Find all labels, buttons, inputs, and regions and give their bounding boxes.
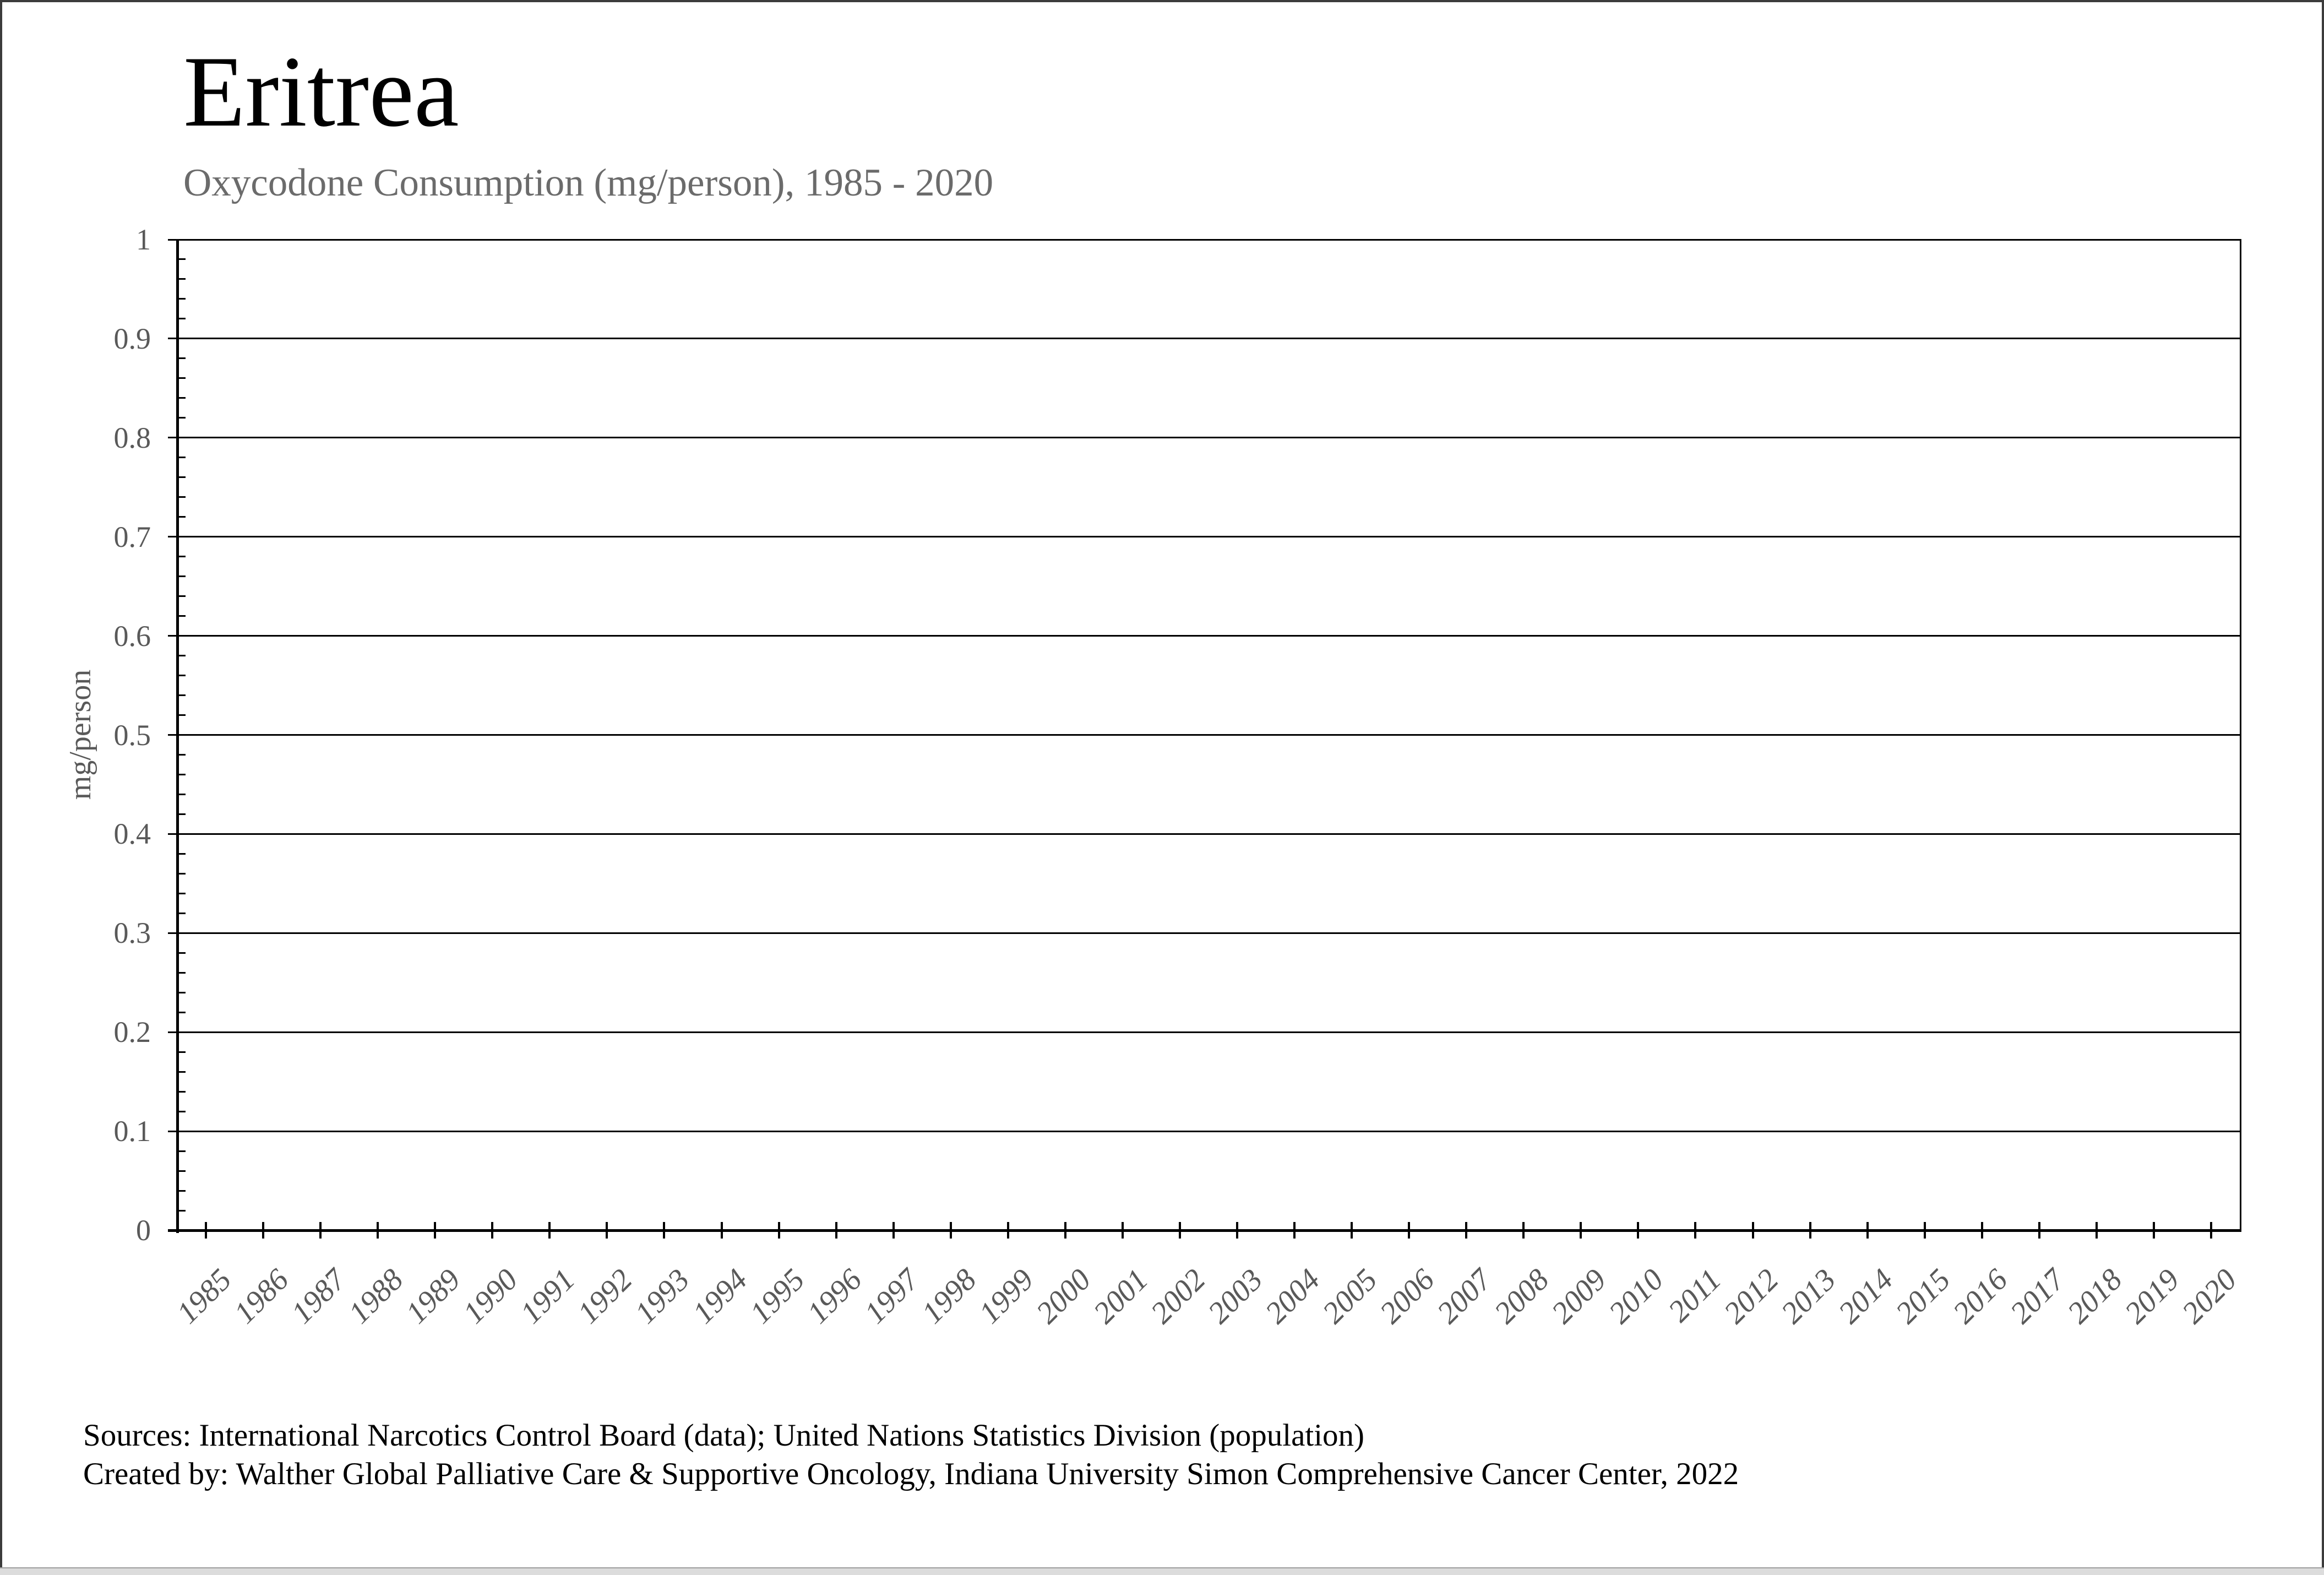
y-minor-tick: [178, 1150, 186, 1152]
y-minor-tick: [178, 1170, 186, 1172]
series-point: [893, 1230, 894, 1231]
series-point: [606, 1230, 607, 1231]
x-tick-label: 1985: [170, 1262, 238, 1330]
x-tick-label: 1990: [456, 1262, 525, 1330]
y-gridline: [168, 338, 2241, 339]
x-tick-label: 1986: [227, 1262, 296, 1330]
x-tick-label: 1998: [915, 1262, 983, 1330]
series-point: [1924, 1230, 1925, 1231]
y-minor-tick: [178, 496, 186, 498]
series-point: [2096, 1230, 2097, 1231]
y-minor-tick: [178, 298, 186, 300]
y-tick-label: 0.7: [113, 520, 151, 553]
x-tick-label: 2002: [1144, 1262, 1212, 1330]
plot-right-border: [2240, 240, 2241, 1229]
series-point: [1294, 1230, 1295, 1231]
series-point: [1122, 1230, 1123, 1231]
x-tick-label: 1996: [801, 1262, 869, 1330]
y-minor-tick: [178, 516, 186, 518]
y-gridline: [168, 635, 2241, 637]
x-tick-label: 1992: [571, 1262, 639, 1330]
y-tick-label: 1: [136, 223, 151, 256]
y-tick-label: 0: [136, 1214, 151, 1247]
y-minor-tick: [178, 754, 186, 756]
series-point: [1523, 1230, 1524, 1231]
series-point: [205, 1230, 206, 1231]
series-point: [1065, 1230, 1066, 1231]
y-minor-tick: [178, 655, 186, 656]
y-minor-tick: [178, 1210, 186, 1212]
y-gridline: [168, 833, 2241, 835]
y-minor-tick: [178, 675, 186, 676]
series-point: [2039, 1230, 2040, 1231]
series-point: [1351, 1230, 1352, 1231]
x-tick-label: 2000: [1030, 1262, 1098, 1330]
series-point: [2153, 1230, 2154, 1231]
x-tick-label: 2010: [1602, 1262, 1670, 1330]
y-tick-label: 0.2: [113, 1015, 151, 1049]
series-point: [950, 1230, 951, 1231]
footer-notes: [83, 1416, 1739, 1493]
y-minor-tick: [178, 813, 186, 815]
series-point: [1637, 1230, 1639, 1231]
x-tick-label: 2018: [2061, 1262, 2129, 1330]
y-minor-tick: [178, 278, 186, 280]
x-axis-line: [168, 1229, 2241, 1232]
series-point: [779, 1230, 780, 1231]
series-point: [1580, 1230, 1581, 1231]
series-point: [1179, 1230, 1180, 1231]
y-minor-tick: [178, 714, 186, 716]
y-minor-tick: [178, 694, 186, 696]
series-point: [1695, 1230, 1696, 1231]
series-point: [1008, 1230, 1009, 1231]
series-point: [377, 1230, 378, 1231]
series-point: [1752, 1230, 1754, 1231]
y-minor-tick: [178, 377, 186, 379]
x-tick-label: 2006: [1373, 1262, 1441, 1330]
y-minor-tick: [178, 258, 186, 260]
y-minor-tick: [178, 615, 186, 617]
x-tick-label: 2007: [1430, 1262, 1499, 1330]
series-point: [320, 1230, 321, 1231]
series-point: [1408, 1230, 1409, 1231]
y-gridline: [168, 239, 2241, 241]
y-minor-tick: [178, 397, 186, 399]
x-tick-label: 1995: [743, 1262, 812, 1330]
x-tick-label: 2020: [2175, 1262, 2244, 1330]
series-point: [663, 1230, 665, 1231]
x-tick-label: 2014: [1832, 1262, 1900, 1330]
y-minor-tick: [178, 853, 186, 855]
x-tick-label: 2013: [1774, 1262, 1843, 1330]
bottom-scrollbar-strip[interactable]: [0, 1567, 2324, 1575]
y-minor-tick: [178, 913, 186, 914]
x-tick-label: 2001: [1087, 1262, 1155, 1330]
x-tick-label: 2003: [1201, 1262, 1270, 1330]
series-point: [434, 1230, 436, 1231]
x-tick-label: 1988: [342, 1262, 410, 1330]
y-minor-tick: [178, 1012, 186, 1013]
series-point: [2211, 1230, 2212, 1231]
y-tick-label: 0.5: [113, 718, 151, 752]
series-point: [1466, 1230, 1467, 1231]
x-tick-label: 1993: [628, 1262, 696, 1330]
created-by-line: Created by: Walther Global Palliative Care & Supportive Oncology, Indiana University Simon Comprehensive Cancer Center, 2022: [83, 1457, 1739, 1491]
series-point: [549, 1230, 550, 1231]
x-tick-label: 1994: [685, 1262, 754, 1330]
x-tick-label: 1991: [514, 1262, 582, 1330]
y-gridline: [168, 734, 2241, 736]
y-minor-tick: [178, 794, 186, 795]
x-tick-label: 2012: [1717, 1262, 1785, 1330]
series-point: [1237, 1230, 1238, 1231]
series-point: [263, 1230, 264, 1231]
y-gridline: [168, 1031, 2241, 1033]
y-tick-label: 0.6: [113, 619, 151, 653]
x-tick-label: 2015: [1889, 1262, 1957, 1330]
y-minor-tick: [178, 595, 186, 597]
y-minor-tick: [178, 774, 186, 775]
series-point: [492, 1230, 493, 1231]
y-gridline: [168, 1131, 2241, 1132]
y-minor-tick: [178, 457, 186, 458]
series-point: [1867, 1230, 1868, 1231]
chart-subtitle: Oxycodone Consumption (mg/person), 1985 - 2020: [183, 161, 994, 204]
series-point: [721, 1230, 722, 1231]
y-minor-tick: [178, 1111, 186, 1112]
y-minor-tick: [178, 556, 186, 557]
y-minor-tick: [178, 992, 186, 993]
y-gridline: [168, 437, 2241, 438]
y-minor-tick: [178, 1051, 186, 1053]
y-axis-line: [176, 240, 179, 1233]
sources-line: Sources: International Narcotics Control Board (data); United Nations Statistics Division (population): [83, 1418, 1365, 1453]
x-tick-label: 2019: [2118, 1262, 2186, 1330]
x-tick-label: 1999: [972, 1262, 1041, 1330]
y-minor-tick: [178, 893, 186, 894]
chart-title: Eritrea: [183, 35, 459, 148]
y-minor-tick: [178, 318, 186, 319]
x-tick-label: 1989: [399, 1262, 467, 1330]
x-tick-label: 2009: [1545, 1262, 1613, 1330]
x-tick-label: 2005: [1316, 1262, 1384, 1330]
y-minor-tick: [178, 575, 186, 577]
y-minor-tick: [178, 417, 186, 419]
x-tick-label: 2016: [1946, 1262, 2015, 1330]
y-tick-label: 0.4: [113, 817, 151, 851]
series-point: [1982, 1230, 1983, 1231]
y-tick-label: 0.8: [113, 421, 151, 454]
y-minor-tick: [178, 357, 186, 359]
y-gridline: [168, 932, 2241, 934]
y-tick-label: 0.1: [113, 1115, 151, 1148]
y-minor-tick: [178, 476, 186, 478]
y-minor-tick: [178, 1091, 186, 1093]
series-point: [1810, 1230, 1811, 1231]
x-tick-label: 2008: [1488, 1262, 1556, 1330]
y-axis-title: mg/person: [63, 669, 97, 800]
y-tick-label: 0.9: [113, 322, 151, 355]
y-minor-tick: [178, 952, 186, 954]
y-minor-tick: [178, 873, 186, 875]
y-tick-label: 0.3: [113, 916, 151, 950]
y-minor-tick: [178, 1190, 186, 1192]
series-point: [836, 1230, 837, 1231]
y-minor-tick: [178, 972, 186, 974]
x-tick-label: 2011: [1661, 1262, 1728, 1329]
x-tick-label: 2004: [1259, 1262, 1327, 1330]
x-tick-label: 1997: [858, 1262, 926, 1330]
x-tick-label: 2017: [2004, 1262, 2072, 1330]
y-minor-tick: [178, 1071, 186, 1073]
x-tick-label: 1987: [285, 1262, 353, 1330]
y-gridline: [168, 536, 2241, 537]
